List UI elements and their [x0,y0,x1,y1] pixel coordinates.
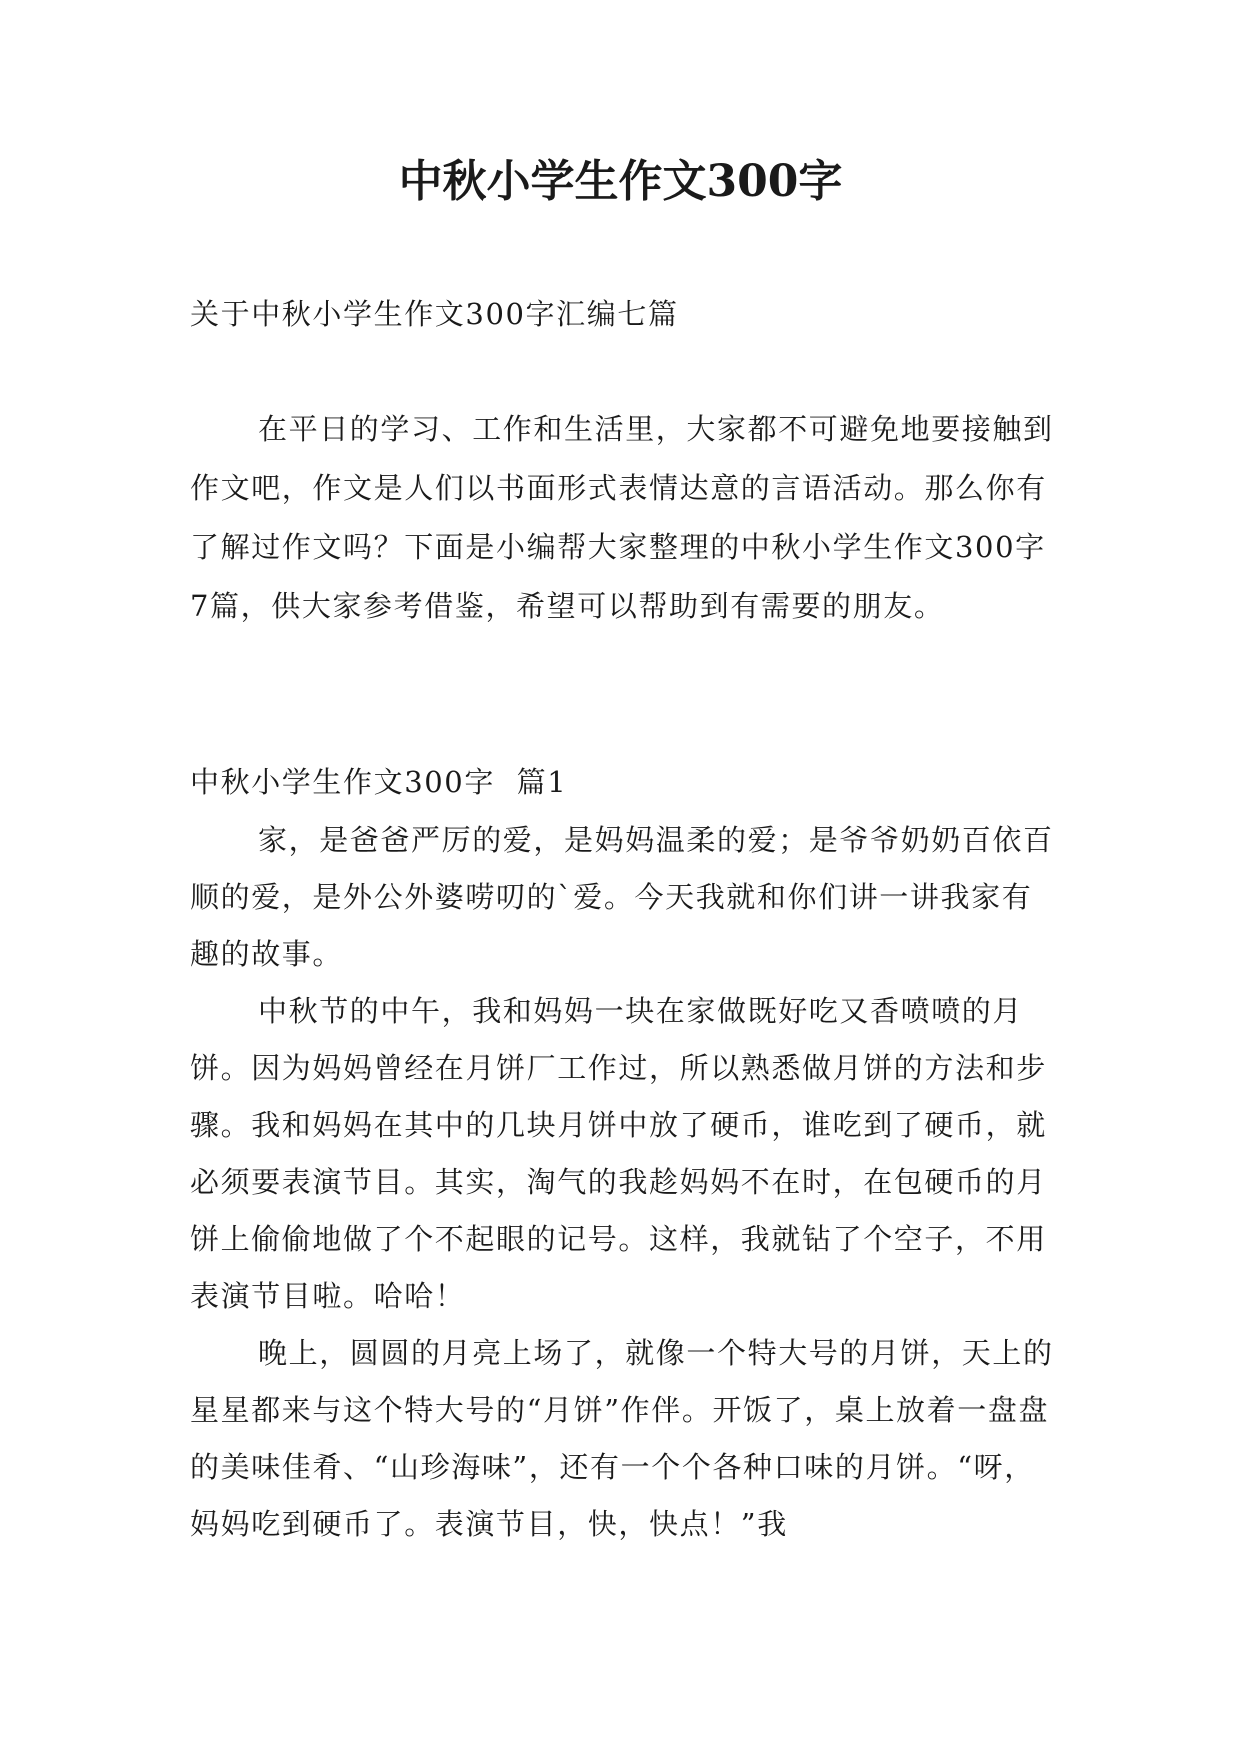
section-heading: 中秋小学生作文300字 篇1 [190,765,568,799]
essay-paragraph: 晚上，圆圆的月亮上场了，就像一个特大号的月饼，天上的星星都来与这个特大号的“月饼”作伴。开饭了，桌上放着一盘盘的美味佳肴、“山珍海味”，还有一个个各种口味的月饼。“呀，妈妈吃到硬币了。表演节目，快，快点！”我 [190,1336,1054,1541]
essay-paragraph: 中秋节的中午，我和妈妈一块在家做既好吃又香喷喷的月饼。因为妈妈曾经在月饼厂工作过，所以熟悉做月饼的方法和步骤。我和妈妈在其中的几块月饼中放了硬币，谁吃到了硬币，就必须要表演节目。其实，淘气的我趁妈妈不在时，在包硬币的月饼上偷偷地做了个不起眼的记号。这样，我就钻了个空子，不用表演节目啦。哈哈！ [190,994,1047,1313]
essay-paragraph: 家，是爸爸严厉的爱，是妈妈温柔的爱；是爷爷奶奶百依百顺的爱，是外公外婆唠叨的`爱。今天我就和你们讲一讲我家有趣的故事。 [190,823,1054,971]
document-title: 中秋小学生作文300字 [398,156,843,207]
document-subtitle: 关于中秋小学生作文300字汇编七篇 [190,297,679,331]
intro-paragraph: 在平日的学习、工作和生活里，大家都不可避免地要接触到作文吧，作文是人们以书面形式表情达意的言语活动。那么你有了解过作文吗？下面是小编帮大家整理的中秋小学生作文300字7篇，供大家参考借鉴，希望可以帮助到有需要的朋友。 [190,412,1054,623]
essay-body [190,812,1060,1553]
